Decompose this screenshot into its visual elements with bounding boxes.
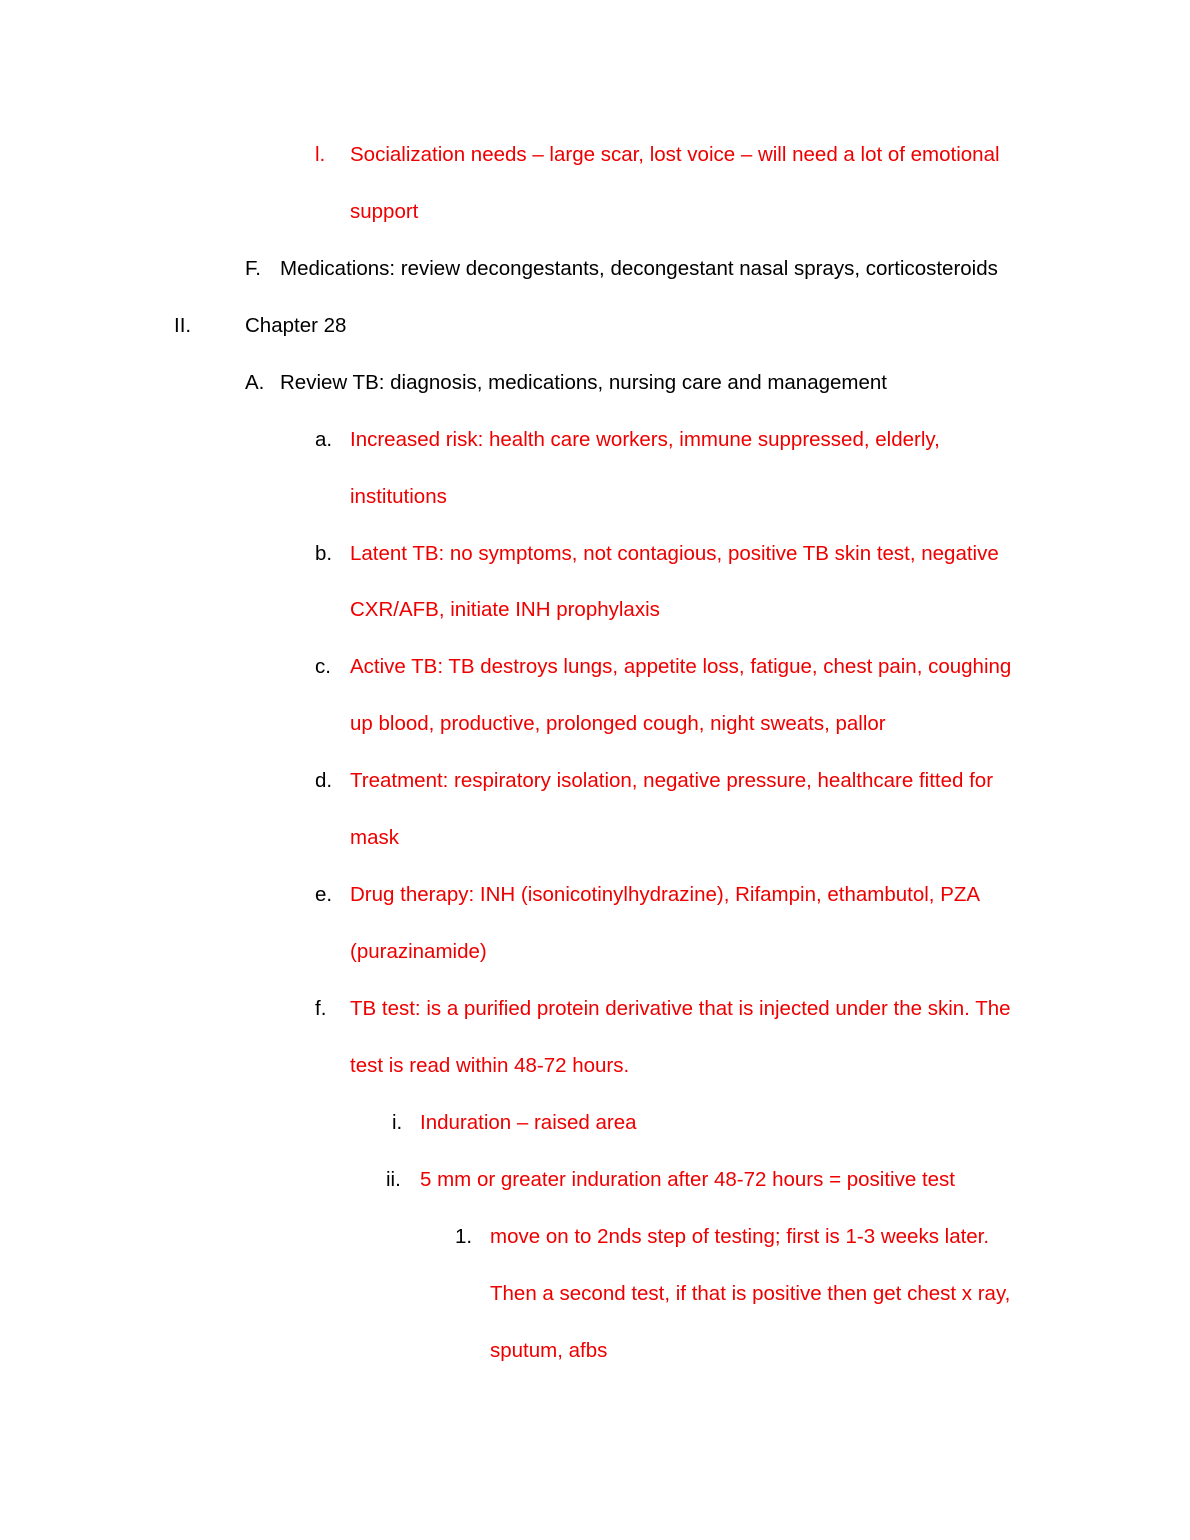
list-item-text: up blood, productive, prolonged cough, night sweats, pallor: [350, 712, 886, 735]
list-item-text: Active TB: TB destroys lungs, appetite loss, fatigue, chest pain, coughing: [350, 655, 1012, 678]
list-item-text: CXR/AFB, initiate INH prophylaxis: [350, 598, 660, 621]
list-item-text: move on to 2nds step of testing; first is 1-3 weeks later.: [490, 1225, 990, 1248]
list-item-text: sputum, afbs: [490, 1339, 608, 1362]
list-item-text: Socialization needs – large scar, lost voice – will need a lot of emotional: [350, 143, 1000, 166]
list-marker: l.: [315, 143, 326, 166]
list-item-text: Increased risk: health care workers, immune suppressed, elderly,: [350, 428, 940, 451]
list-marker: II.: [174, 314, 192, 337]
list-marker: b.: [315, 542, 333, 565]
list-item-text: Drug therapy: INH (isonicotinylhydrazine), Rifampin, ethambutol, PZA: [350, 883, 981, 906]
list-item-text: Treatment: respiratory isolation, negative pressure, healthcare fitted for: [350, 769, 994, 792]
list-item-text: institutions: [350, 485, 447, 508]
list-item-text: Review TB: diagnosis, medications, nursing care and management: [280, 371, 887, 394]
list-item-text: mask: [350, 826, 399, 849]
list-marker: d.: [315, 769, 333, 792]
list-marker: e.: [315, 883, 333, 906]
list-item-text: Medications: review decongestants, decongestant nasal sprays, corticosteroids: [280, 257, 998, 280]
section-heading: Chapter 28: [245, 314, 347, 337]
list-item-text: (purazinamide): [350, 940, 487, 963]
list-marker: ii.: [386, 1168, 401, 1191]
list-item-text: Latent TB: no symptoms, not contagious, positive TB skin test, negative: [350, 542, 999, 565]
list-item-text: Then a second test, if that is positive then get chest x ray,: [490, 1282, 1011, 1305]
list-item-text: TB test: is a purified protein derivative that is injected under the skin. The: [350, 997, 1011, 1020]
list-item-text: test is read within 48-72 hours.: [350, 1054, 630, 1077]
list-marker: a.: [315, 428, 333, 451]
list-marker: c.: [315, 655, 331, 678]
list-marker: A.: [245, 371, 265, 394]
list-marker: f.: [315, 997, 327, 1020]
list-item-text: 5 mm or greater induration after 48-72 hours = positive test: [420, 1168, 955, 1191]
list-item-text: support: [350, 200, 419, 223]
list-marker: F.: [245, 257, 261, 280]
list-marker: i.: [392, 1111, 403, 1134]
list-marker: 1.: [455, 1225, 473, 1248]
list-item-text: Induration – raised area: [420, 1111, 637, 1134]
